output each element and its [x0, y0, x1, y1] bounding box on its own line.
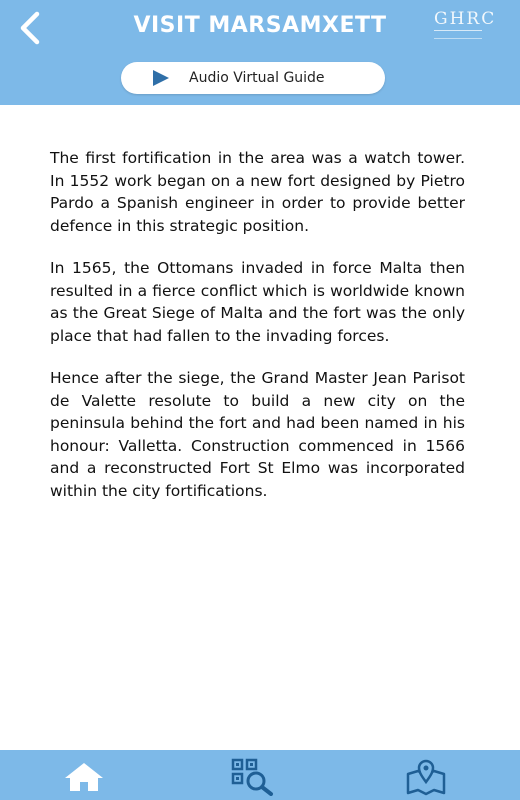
- audio-guide-label: Audio Virtual Guide: [189, 70, 325, 86]
- paragraph: In 1565, the Ottomans invaded in force Malta then resulted in a fierce conflict which is worldwide known as the Great Siege of Malta and the fort was the only place that had fallen to the invading forces.: [50, 259, 465, 345]
- nav-home-button[interactable]: [60, 758, 108, 796]
- ghrc-logo: [434, 10, 500, 40]
- nav-map-button[interactable]: [402, 758, 450, 796]
- audio-virtual-guide-button[interactable]: [121, 62, 385, 94]
- logo-text: GHRC: [434, 9, 497, 29]
- qr-scan-icon: [229, 758, 277, 796]
- home-icon: [63, 761, 105, 793]
- logo-subtitle-lines: [434, 30, 482, 39]
- page-title: VISIT MARSAMXETT: [133, 13, 387, 38]
- play-icon: [151, 69, 171, 87]
- paragraph: Hence after the siege, the Grand Master Jean Parisot de Valette resolute to build a new city on the peninsula behind the fort and had been named in his honour: Valletta. Construction commenced in 1566 and a reconstructed Fort St Elmo was incorporated within the city fortifications.: [50, 369, 465, 500]
- paragraph: The first fortification in the area was a watch tower. In 1552 work began on a new fort designed by Pietro Pardo a Spanish engineer in order to provide better defence in this strategic position.: [50, 149, 465, 235]
- map-location-icon: [404, 758, 448, 796]
- nav-qr-scan-button[interactable]: [229, 758, 277, 796]
- content-text: [50, 147, 465, 522]
